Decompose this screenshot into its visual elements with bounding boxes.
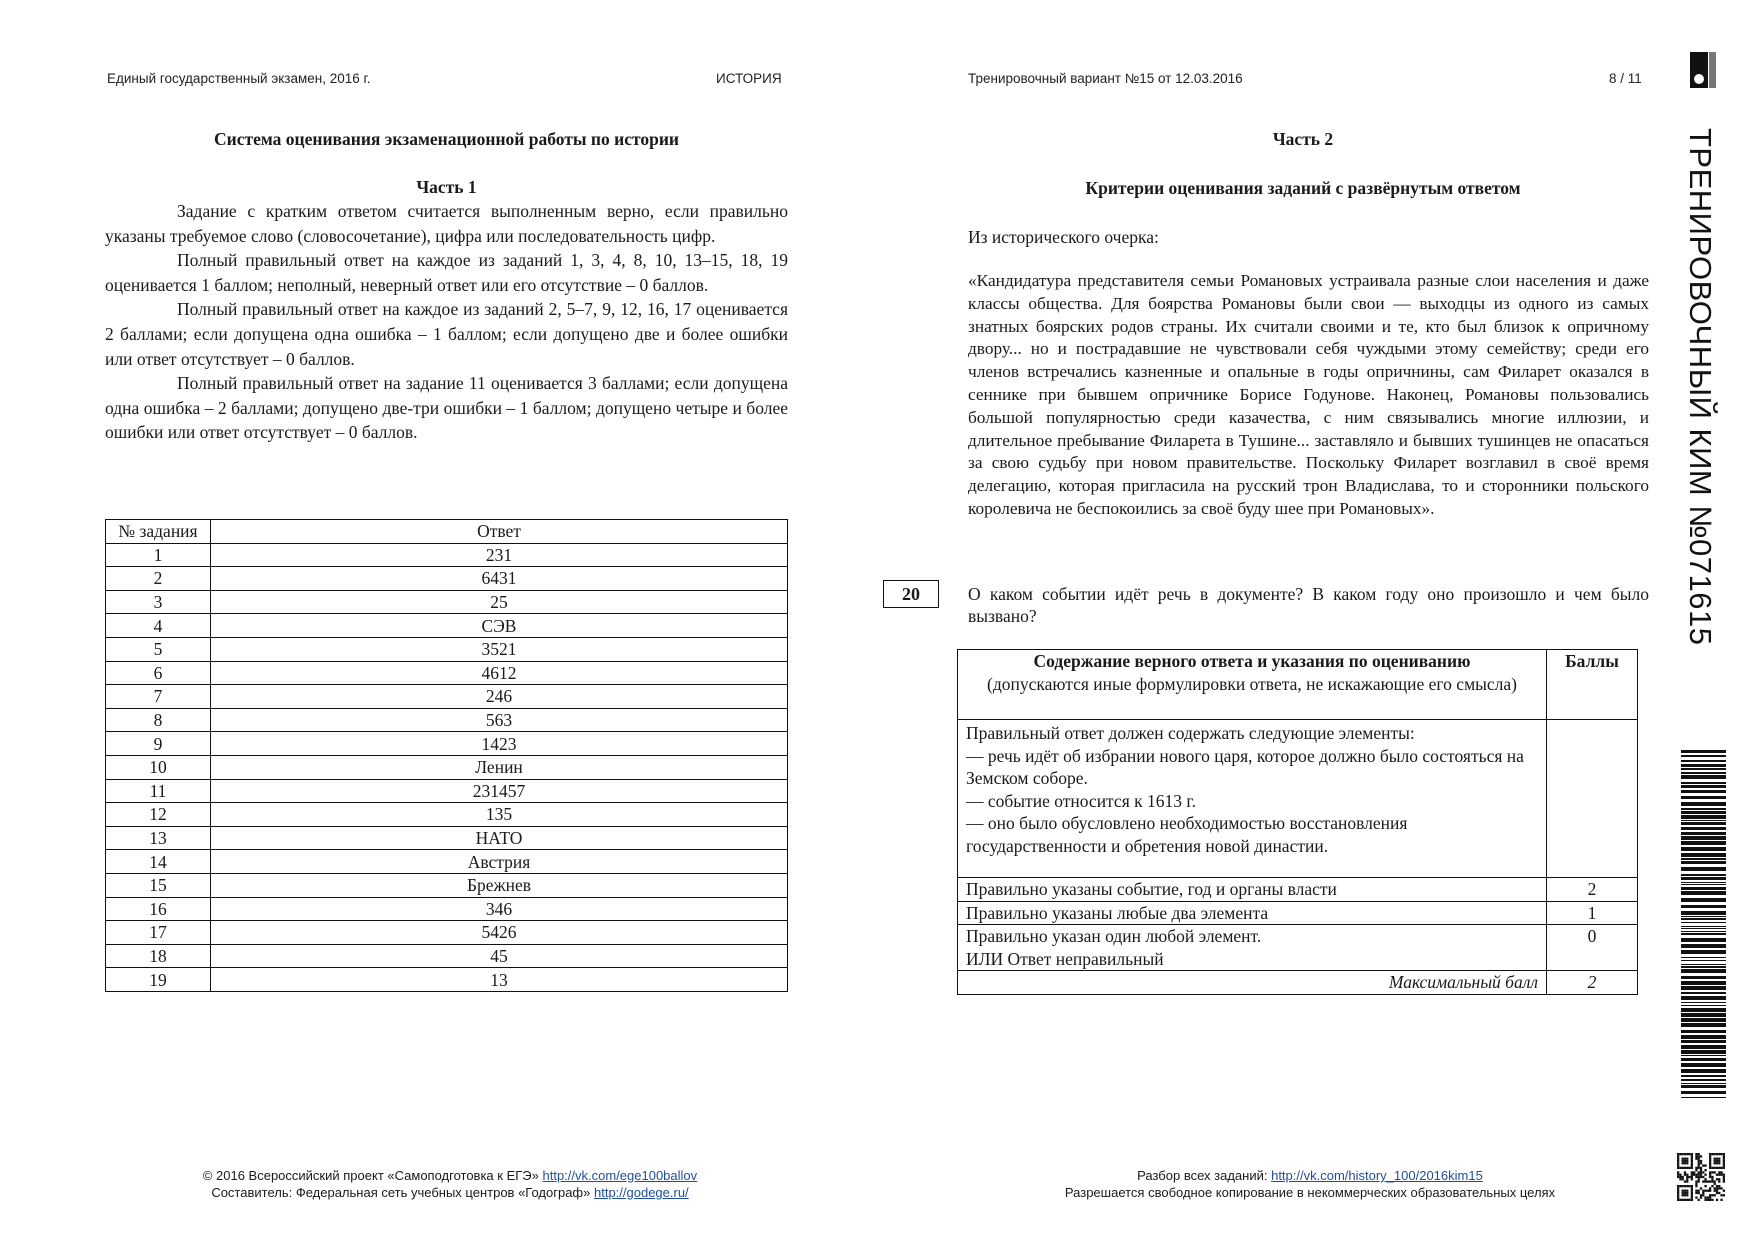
answer-row bbox=[106, 543, 788, 567]
footer-link-analysis[interactable]: http://vk.com/history_100/2016kim15 bbox=[1271, 1168, 1483, 1183]
criteria-row-points: 1 bbox=[1547, 901, 1638, 925]
task-number: 3 bbox=[106, 590, 211, 614]
task-number: 9 bbox=[106, 732, 211, 756]
rule-paragraph: Полный правильный ответ на каждое из заданий 1, 3, 4, 8, 10, 13–15, 18, 19 оценивается 1 баллом; неполный, неверный ответ или его отсутствие – 0 баллов. bbox=[105, 250, 788, 295]
vertical-kim-title: ТРЕНИРОВОЧНЫЙ КИМ №071615 bbox=[1683, 128, 1718, 646]
answer-row bbox=[106, 873, 788, 897]
task-number: 11 bbox=[106, 779, 211, 803]
task-answer: СЭВ bbox=[211, 614, 788, 638]
criteria-header-note: (допускаются иные формулировки ответа, не искажающие его смысла) bbox=[987, 674, 1517, 694]
footer-copy-permission: Разрешается свободное копирование в некоммерческих образовательных целях bbox=[1064, 1185, 1556, 1200]
criteria-table bbox=[957, 649, 1638, 995]
header-variant: Тренировочный вариант №15 от 12.03.2016 bbox=[968, 71, 1243, 86]
task-answer: 231457 bbox=[211, 779, 788, 803]
task-answer: 45 bbox=[211, 944, 788, 968]
task-answer: 3521 bbox=[211, 637, 788, 661]
answer-intro: Правильный ответ должен содержать следующие элементы: bbox=[966, 723, 1415, 743]
answer-row bbox=[106, 944, 788, 968]
question-text: О каком событии идёт речь в документе? В каком году оно произошло и чем было вызвано? bbox=[968, 584, 1649, 626]
task-number: 6 bbox=[106, 661, 211, 685]
barcode-icon bbox=[1681, 750, 1726, 1100]
task-number: 19 bbox=[106, 968, 211, 992]
part-1-title: Часть 1 bbox=[416, 177, 477, 197]
answer-row bbox=[106, 661, 788, 685]
task-number: 2 bbox=[106, 567, 211, 591]
task-answer: 6431 bbox=[211, 567, 788, 591]
task-number: 14 bbox=[106, 850, 211, 874]
task-answer: Австрия bbox=[211, 850, 788, 874]
task-number: 18 bbox=[106, 944, 211, 968]
task-answer: 4612 bbox=[211, 661, 788, 685]
criteria-answer-elements bbox=[958, 720, 1547, 878]
task-number: 5 bbox=[106, 637, 211, 661]
criteria-row-text: Правильно указаны любые два элемента bbox=[958, 901, 1547, 925]
task-answer: Ленин bbox=[211, 755, 788, 779]
criteria-row bbox=[958, 878, 1638, 902]
task-number: 7 bbox=[106, 685, 211, 709]
header-exam-title: Единый государственный экзамен, 2016 г. bbox=[107, 71, 371, 86]
task-answer: 1423 bbox=[211, 732, 788, 756]
answer-row bbox=[106, 708, 788, 732]
criteria-row bbox=[958, 925, 1638, 971]
criteria-title: Критерии оценивания заданий с развёрнутым ответом bbox=[1085, 178, 1521, 198]
criteria-header-content bbox=[958, 650, 1547, 720]
task-number: 12 bbox=[106, 803, 211, 827]
criteria-answer-row bbox=[958, 720, 1638, 878]
criteria-row-text-multi bbox=[958, 925, 1547, 971]
task-number: 4 bbox=[106, 614, 211, 638]
header-subject: ИСТОРИЯ bbox=[716, 71, 782, 86]
task-answer: 25 bbox=[211, 590, 788, 614]
criteria-row-points: 2 bbox=[1547, 878, 1638, 902]
answer-row bbox=[106, 637, 788, 661]
footer-copyright: © 2016 Всероссийский проект «Самоподготовка к ЕГЭ» bbox=[202, 1168, 539, 1183]
rule-paragraph: Полный правильный ответ на задание 11 оценивается 3 баллами; если допущена одна ошибка – 2 баллами; допущено две-три ошибки – 1 баллом; допущено четыре и более ошибки или ответ отсутствует – 0 баллов. bbox=[105, 373, 788, 443]
answer-row bbox=[106, 779, 788, 803]
criteria-answer-points-empty bbox=[1547, 720, 1638, 878]
header-answer: Ответ bbox=[211, 520, 788, 544]
qr-code-icon bbox=[1677, 1153, 1725, 1201]
answer-row bbox=[106, 567, 788, 591]
task-number: 17 bbox=[106, 921, 211, 945]
source-intro: Из исторического очерка: bbox=[968, 227, 1159, 247]
max-score-label: Максимальный балл bbox=[958, 971, 1547, 995]
criteria-row bbox=[958, 901, 1638, 925]
footer-left bbox=[140, 1167, 760, 1201]
answer-row bbox=[106, 968, 788, 992]
max-score-value: 2 bbox=[1547, 971, 1638, 995]
task-answer: 13 bbox=[211, 968, 788, 992]
task-answer: 135 bbox=[211, 803, 788, 827]
answers-table bbox=[105, 519, 788, 992]
criteria-header-bold: Содержание верного ответа и указания по оцениванию bbox=[1033, 651, 1471, 671]
rule-paragraph: Задание с кратким ответом считается выполненным верно, если правильно указаны требуемое слово (словосочетание), цифра или последовательность цифр. bbox=[105, 201, 788, 246]
task-answer: 231 bbox=[211, 543, 788, 567]
footer-analysis-label: Разбор всех заданий: bbox=[1137, 1168, 1268, 1183]
task-number: 8 bbox=[106, 708, 211, 732]
task-number: 10 bbox=[106, 755, 211, 779]
page-title: Система оценивания экзаменационной работы по истории bbox=[214, 129, 679, 149]
rule-paragraph: Полный правильный ответ на каждое из заданий 2, 5–7, 9, 12, 16, 17 оценивается 2 баллами; если допущена одна ошибка – 1 баллом; если допущено две и более ошибки или ответ отсутствует – 0 баллов. bbox=[105, 299, 788, 369]
task-number: 15 bbox=[106, 873, 211, 897]
criteria-header-row bbox=[958, 650, 1638, 720]
task-number: 1 bbox=[106, 543, 211, 567]
task-answer: Брежнев bbox=[211, 873, 788, 897]
answer-row bbox=[106, 685, 788, 709]
task-number: 16 bbox=[106, 897, 211, 921]
footer-right bbox=[1000, 1167, 1620, 1201]
criteria-row-points: 0 bbox=[1547, 925, 1638, 971]
question-number-box: 20 bbox=[883, 580, 939, 608]
answer-row bbox=[106, 803, 788, 827]
answer-element: — оно было обусловлено необходимостью восстановления государственности и обретения новой династии. bbox=[966, 813, 1408, 856]
task-answer: 563 bbox=[211, 708, 788, 732]
criteria-row-text-alt: ИЛИ Ответ неправильный bbox=[966, 948, 1164, 969]
task-answer: НАТО bbox=[211, 826, 788, 850]
criteria-row-text: Правильно указан один любой элемент. bbox=[966, 926, 1262, 946]
criteria-header-points: Баллы bbox=[1547, 650, 1638, 720]
task-answer: 5426 bbox=[211, 921, 788, 945]
task-answer: 246 bbox=[211, 685, 788, 709]
criteria-max-row bbox=[958, 971, 1638, 995]
task-number: 13 bbox=[106, 826, 211, 850]
answer-row bbox=[106, 826, 788, 850]
footer-link-godege[interactable]: http://godege.ru/ bbox=[593, 1185, 689, 1200]
scoring-rules bbox=[105, 199, 788, 445]
answer-row bbox=[106, 850, 788, 874]
answer-element: — речь идёт об избрании нового царя, которое должно было состояться на Земском соборе. bbox=[966, 745, 1524, 788]
part-2-title: Часть 2 bbox=[1272, 129, 1334, 149]
task-answer: 346 bbox=[211, 897, 788, 921]
criteria-row-text: Правильно указаны событие, год и органы власти bbox=[958, 878, 1547, 902]
answer-row bbox=[106, 755, 788, 779]
footer-author: Составитель: Федеральная сеть учебных центров «Годограф» bbox=[211, 1185, 591, 1200]
header-page-number: 8 / 11 bbox=[1609, 71, 1642, 86]
header-task-number: № задания bbox=[106, 520, 211, 544]
historical-quote: «Кандидатура представителя семьи Романовых устраивала разные слои населения и даже классы общества. Для боярства Романовы были свои — выходцы из одного из самых знатных боярских родов страны. Их считали своими и те, кто был близок к опричному двору... но и пострадавшие не чувствовали себя чуждыми этому семейству; среди его членов встречались казненные и опальные в годы опричнины, сам Филарет оказался в сеннике при бывшем опричнике Борисе Годунове. Наконец, Романовы пользовались большой популярностью среди казачества, с ним связывались многие иллюзии, и длительное пребывание Филарета в Тушине... заставляло и бывших тушинцев не опасаться за свою судьбу при новом правительстве. Поскольку Филарет возглавил в своё время делегацию, которая пригласила на русский трон Владислава, то и сторонники польского королевича не беспокоились за своё буду шее при Романовых». bbox=[968, 271, 1649, 518]
answer-element: — событие относится к 1613 г. bbox=[966, 790, 1196, 811]
answer-row bbox=[106, 590, 788, 614]
answer-row bbox=[106, 614, 788, 638]
answer-row bbox=[106, 732, 788, 756]
answer-row bbox=[106, 897, 788, 921]
footer-link-ege100ballov[interactable]: http://vk.com/ege100ballov bbox=[542, 1168, 698, 1183]
answers-table-header bbox=[106, 520, 788, 544]
answer-row bbox=[106, 921, 788, 945]
exam-logo-icon bbox=[1690, 52, 1716, 88]
